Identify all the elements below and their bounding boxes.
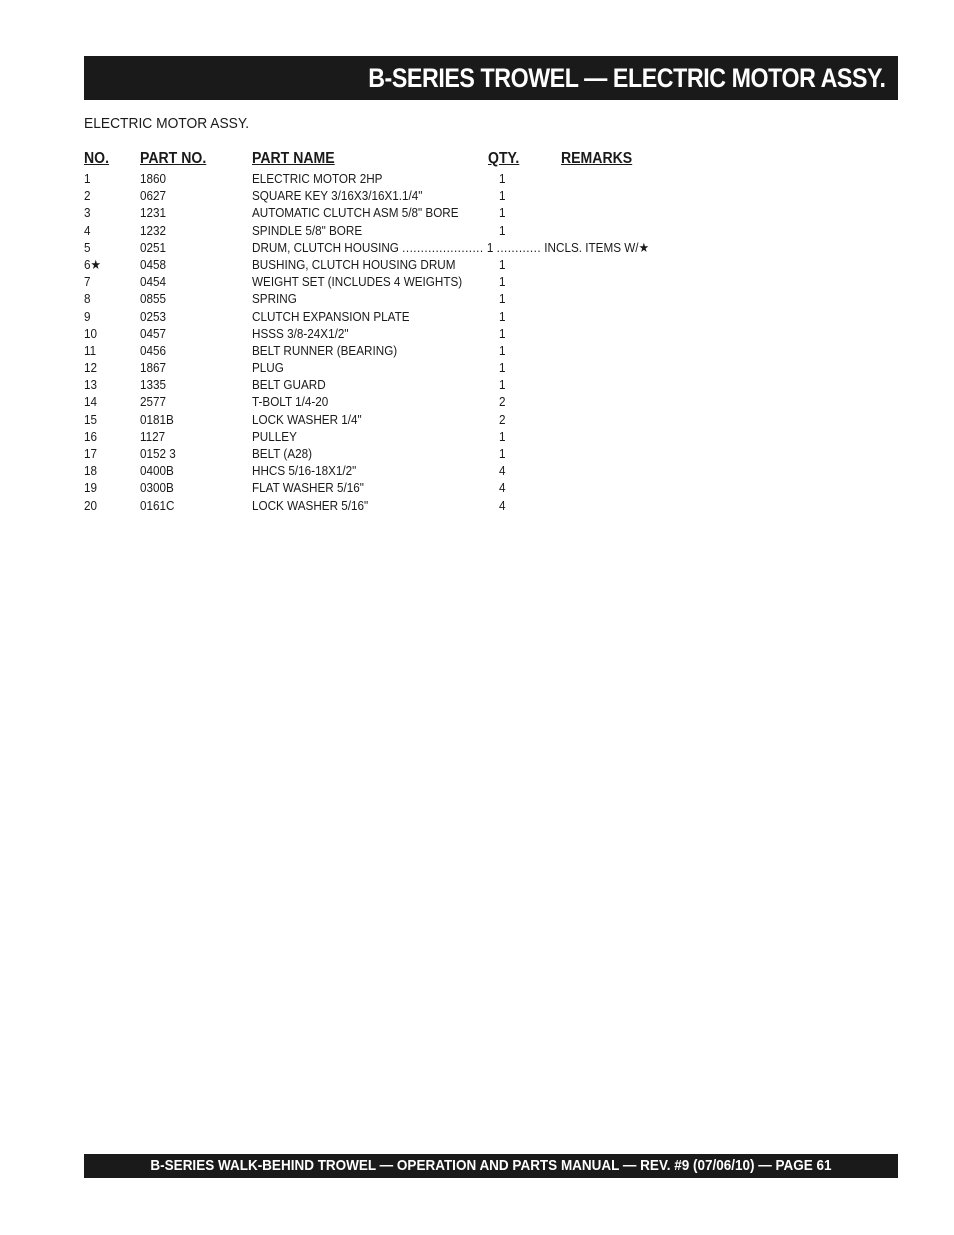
table-row [84,204,784,221]
item-number: 19 [84,480,98,496]
page-footer-bar [84,1154,898,1178]
table-row [84,479,784,496]
table-header [84,149,784,169]
part-name: CLUTCH EXPANSION PLATE [252,308,410,324]
table-row [84,222,784,239]
part-number: 0458 [140,256,167,272]
quantity: 1 [499,360,506,376]
part-number: 1860 [140,171,167,186]
part-name: LOCK WASHER 5/16" [252,497,369,513]
item-number: 5 [84,239,91,255]
part-name: SPINDLE 5/8" BORE [252,222,363,238]
quantity: 4 [499,480,506,496]
part-name: BELT (A28) [252,446,313,461]
item-number: 2 [84,188,91,204]
table-row [84,445,784,462]
column-header-part-no: PART NO. [140,150,207,167]
table-row [84,325,784,342]
part-name: SPRING [252,291,297,307]
part-name: FLAT WASHER 5/16" [252,480,364,496]
part-number: 0253 [140,308,167,324]
item-number: 8 [84,291,91,307]
part-name: HSSS 3/8-24X1/2" [252,325,349,341]
part-name: BUSHING, CLUTCH HOUSING DRUM [252,256,456,272]
part-number: 0454 [140,274,167,290]
part-number: 0457 [140,325,167,341]
part-name: T-BOLT 1/4-20 [252,394,329,410]
item-number: 9 [84,308,91,324]
table-row [84,187,784,204]
table-row [84,308,784,325]
table-row [84,462,784,479]
table-row [84,170,784,187]
remarks: INCLS. ITEMS W/ [544,239,639,255]
column-header-qty: QTY. [488,150,520,167]
leader-dots: ...................... [402,239,484,255]
part-name: HHCS 5/16-18X1/2" [252,463,357,479]
leader-dots: ............ [496,239,542,255]
star-icon: ★ [638,239,650,255]
quantity: 1 [499,171,506,186]
item-number: 15 [84,411,98,427]
page-title: B-SERIES TROWEL — ELECTRIC MOTOR ASSY. [368,63,886,93]
part-name: AUTOMATIC CLUTCH ASM 5/8" BORE [252,205,459,221]
item-number: 20 [84,497,98,513]
quantity: 1 [499,308,506,324]
part-name: LOCK WASHER 1/4" [252,411,362,427]
table-row [84,273,784,290]
quantity: 4 [499,463,506,479]
item-number: 12 [84,360,98,376]
table-row [84,393,784,410]
item-number: 6 [84,256,91,272]
table-row [84,411,784,428]
section-title: ELECTRIC MOTOR ASSY. [84,115,250,132]
column-header-no: NO. [84,150,110,167]
quantity: 1 [499,256,506,272]
table-row [84,256,784,273]
table-row [84,376,784,393]
item-number: 3 [84,205,91,221]
part-number: 1867 [140,360,167,376]
part-name: BELT GUARD [252,377,326,393]
part-number: 0627 [140,188,167,204]
part-number: 0161C [140,497,175,513]
item-number: 7 [84,274,91,290]
part-number: 1232 [140,222,167,238]
quantity: 1 [499,325,506,341]
quantity: 1 [499,377,506,393]
part-name: PLUG [252,360,284,376]
part-number: 0300B [140,480,174,496]
table-row [84,239,784,256]
parts-list [84,170,784,514]
item-number: 17 [84,446,98,461]
part-number: 1127 [140,428,166,444]
star-icon: ★ [90,256,102,272]
quantity: 1 [486,239,494,255]
item-number: 16 [84,428,98,444]
quantity: 1 [499,428,506,444]
part-name: SQUARE KEY 3/16X3/16X1.1/4" [252,188,423,204]
item-number: 13 [84,377,98,393]
table-row [84,290,784,307]
part-number: 1231 [140,205,167,221]
item-number: 4 [84,222,91,238]
part-number: 2577 [140,394,167,410]
quantity: 1 [499,274,506,290]
quantity: 2 [499,394,506,410]
quantity: 2 [499,411,506,427]
part-number: 0400B [140,463,174,479]
table-row [84,497,784,514]
table-row [84,428,784,445]
item-number: 11 [84,342,97,358]
part-name: WEIGHT SET (INCLUDES 4 WEIGHTS) [252,274,463,290]
quantity: 1 [499,222,506,238]
item-number: 14 [84,394,98,410]
item-number: 18 [84,463,98,479]
quantity: 1 [499,291,506,307]
part-name: ELECTRIC MOTOR 2HP [252,171,383,186]
table-row [84,342,784,359]
quantity: 1 [499,446,506,461]
item-number: 1 [84,171,91,186]
part-name-with-leader [252,239,649,256]
quantity: 1 [499,205,506,221]
part-number: 1335 [140,377,167,393]
part-number: 0152 3 [140,446,176,461]
part-name: PULLEY [252,428,297,444]
item-number: 10 [84,325,98,341]
table-row [84,359,784,376]
quantity: 1 [499,342,506,358]
quantity: 4 [499,497,506,513]
footer-text: B-SERIES WALK-BEHIND TROWEL — OPERATION AND PARTS MANUAL — REV. #9 (07/06/10) — PAGE 61 [150,1157,832,1174]
part-number: 0456 [140,342,167,358]
column-header-remarks: REMARKS [561,150,633,167]
part-number: 0251 [140,239,167,255]
part-name: BELT RUNNER (BEARING) [252,342,398,358]
part-number: 0855 [140,291,167,307]
quantity: 1 [499,188,506,204]
part-name: DRUM, CLUTCH HOUSING [252,239,399,255]
part-number: 0181B [140,411,174,427]
page-header-bar [84,56,898,100]
column-header-part-name: PART NAME [252,150,335,167]
item-number-with-star [84,256,101,273]
